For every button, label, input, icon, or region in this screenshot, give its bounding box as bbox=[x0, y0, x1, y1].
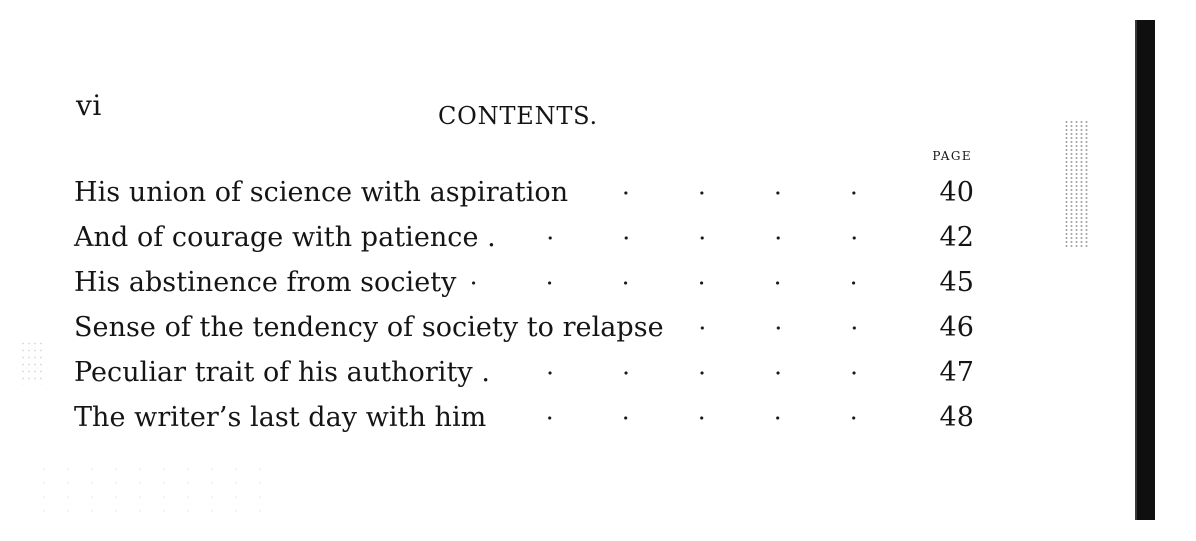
contents-entry-page: 48 bbox=[939, 402, 974, 433]
dot-leader bbox=[464, 274, 892, 292]
contents-entry bbox=[74, 305, 974, 350]
contents-entry-page: 46 bbox=[939, 312, 974, 343]
contents-entry-page: 45 bbox=[939, 267, 974, 298]
contents-entry bbox=[74, 260, 974, 305]
contents-entry bbox=[74, 215, 974, 260]
contents-list bbox=[74, 170, 974, 440]
contents-entry-title: Peculiar trait of his authority . bbox=[74, 357, 490, 388]
scan-speckle bbox=[20, 340, 45, 385]
contents-entry-title: And of courage with patience . bbox=[74, 222, 496, 253]
contents-entry bbox=[74, 350, 974, 395]
contents-entry-page: 42 bbox=[939, 222, 974, 253]
contents-entry-title: Sense of the tendency of society to relapse bbox=[74, 312, 664, 343]
dot-leader bbox=[498, 364, 892, 382]
contents-entry-title: His union of science with aspiration bbox=[74, 177, 569, 208]
scan-speckle bbox=[32, 462, 272, 514]
dot-leader bbox=[672, 319, 892, 337]
page-number: vi bbox=[76, 89, 102, 122]
contents-entry-title: The writer’s last day with him bbox=[74, 402, 487, 433]
contents-entry bbox=[74, 395, 974, 440]
page-column-label: PAGE bbox=[932, 149, 972, 163]
page-title: CONTENTS. bbox=[438, 102, 598, 130]
contents-entry-page: 40 bbox=[939, 177, 974, 208]
dot-leader bbox=[504, 229, 892, 247]
scan-speckle bbox=[1064, 120, 1088, 248]
contents-entry bbox=[74, 170, 974, 215]
contents-entry-title: His abstinence from society bbox=[74, 267, 457, 298]
binding-edge bbox=[1137, 20, 1155, 520]
dot-leader bbox=[494, 409, 892, 427]
contents-entry-page: 47 bbox=[939, 357, 974, 388]
dot-leader bbox=[576, 184, 892, 202]
